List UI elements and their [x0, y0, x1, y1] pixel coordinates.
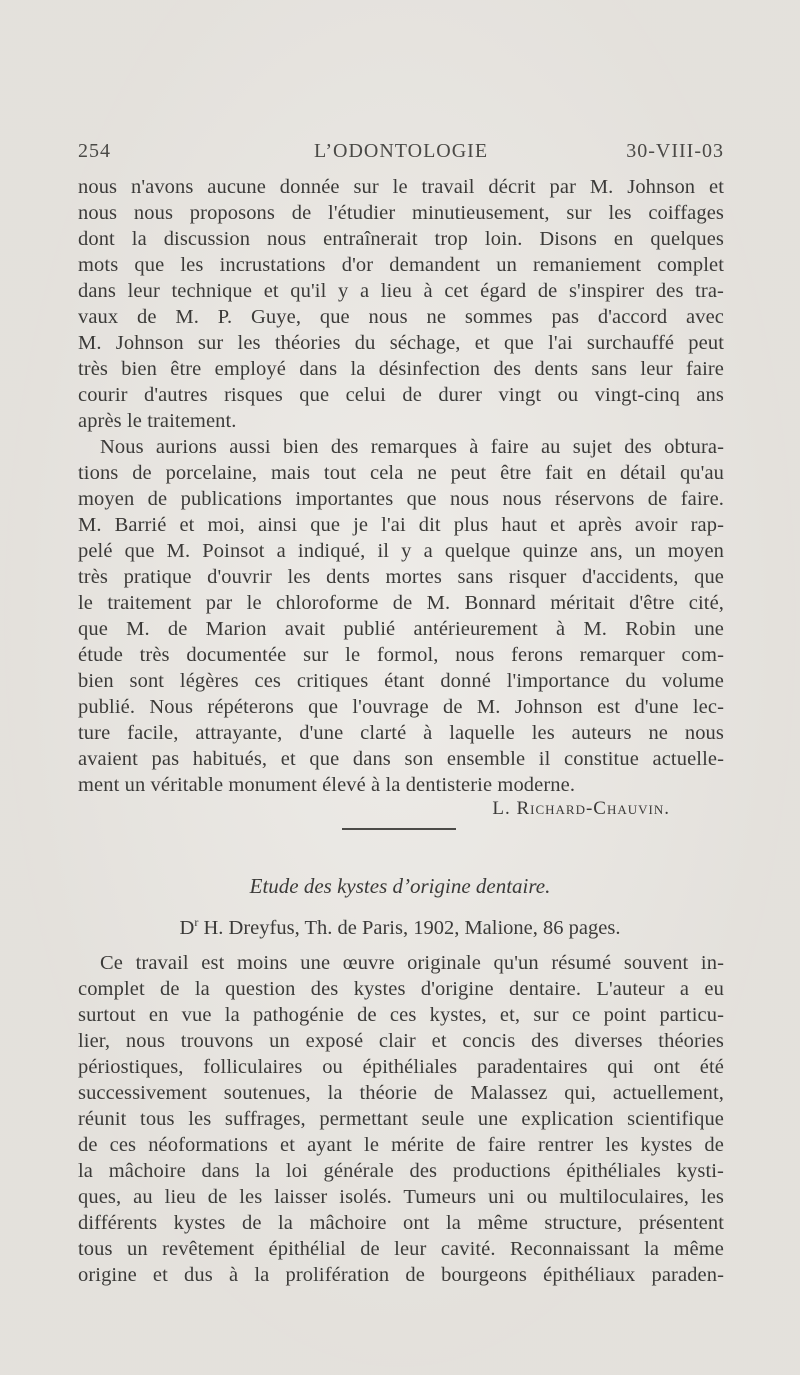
text-line: lier, nous trouvons un exposé clair et concis des diverses théories [78, 1030, 724, 1052]
text-line: Ce travail est moins une œuvre originale qu'un résumé souvent in- [100, 952, 724, 974]
text-line: que M. de Marion avait publié antérieurement à M. Robin une [78, 618, 724, 640]
byline-title: D [179, 916, 195, 939]
section-title: Etude des kystes d’origine dentaire. [249, 874, 551, 898]
text-line: publié. Nous répéterons que l'ouvrage de M. Johnson est d'une lec- [78, 696, 724, 718]
journal-title: L’ODONTOLOGIE [313, 140, 489, 162]
text-line: après le traitement. [78, 410, 237, 432]
section-divider [342, 828, 456, 830]
text-line: ture facile, attrayante, d'une clarté à laquelle les auteurs ne nous [78, 722, 724, 744]
text-line: réunit tous les suffrages, permettant seule une explication scientifique [78, 1108, 724, 1130]
text-line: ment un véritable monument élevé à la dentisterie moderne. [78, 774, 576, 796]
text-line: périostiques, folliculaires ou épithéliales paradentaires qui ont été [78, 1056, 724, 1078]
byline [0, 908, 800, 942]
text-line: dans leur technique et qu'il y a lieu à cet égard de s'inspirer des tra- [78, 280, 724, 302]
text-line: très bien être employé dans la désinfection des dents sans leur faire [78, 358, 724, 380]
text-line: la mâchoire dans la loi générale des productions épithéliales kysti- [78, 1160, 724, 1182]
text-line: nous n'avons aucune donnée sur le travail décrit par M. Johnson et [78, 176, 724, 198]
text-line: le traitement par le chloroforme de M. Bonnard méritait d'être cité, [78, 592, 724, 614]
text-line: M. Barrié et moi, ainsi que je l'ai dit plus haut et après avoir rap- [78, 514, 724, 536]
author-signature [492, 796, 670, 822]
text-line: différents kystes de la mâchoire ont la même structure, présentent [78, 1212, 724, 1234]
text-line: de ces néoformations et ayant le mérite de faire rentrer les kystes de [78, 1134, 724, 1156]
text-line: tous un revêtement épithélial de leur cavité. Reconnaissant la même [78, 1238, 724, 1260]
text-line: bien sont légères ces critiques étant donné l'importance du volume [78, 670, 724, 692]
text-line: courir d'autres risques que celui de durer vingt ou vingt-cinq ans [78, 384, 724, 406]
text-line: étude très documentée sur le formol, nous ferons remarquer com- [78, 644, 724, 666]
running-header [78, 140, 724, 170]
byline-title-sup: r [194, 915, 199, 929]
text-line: dont la discussion nous entraînerait trop loin. Disons en quelques [78, 228, 724, 250]
text-line: vaux de M. P. Guye, que nous ne sommes pas d'accord avec [78, 306, 724, 328]
text-line: successivement soutenues, la théorie de Malassez qui, actuellement, [78, 1082, 724, 1104]
page-number: 254 [78, 140, 111, 162]
text-line: surtout en vue la pathogénie de ces kystes, et, sur ce point particu- [78, 1004, 724, 1026]
text-line: pelé que M. Poinsot a indiqué, il y a quelque quinze ans, un moyen [78, 540, 724, 562]
text-line: mots que les incrustations d'or demandent un remaniement complet [78, 254, 724, 276]
text-line: moyen de publications importantes que nous nous réservons de faire. [78, 488, 724, 510]
issue-date: 30-VIII-03 [626, 140, 724, 162]
text-line: Nous aurions aussi bien des remarques à faire au sujet des obtura- [100, 436, 724, 458]
text-line: origine et dus à la prolifération de bourgeons épithéliaux paraden- [78, 1264, 724, 1286]
signature-text: L. Richard-Chauvin. [492, 798, 670, 819]
text-line: avaient pas habitués, et que dans son ensemble il constitue actuelle- [78, 748, 724, 770]
text-line: très pratique d'ouvrir les dents mortes sans risquer d'accidents, que [78, 566, 724, 588]
text-line: ques, au lieu de les laisser isolés. Tumeurs uni ou multiloculaires, les [78, 1186, 724, 1208]
text-line: tions de porcelaine, mais tout cela ne peut être fait en détail qu'au [78, 462, 724, 484]
text-line: M. Johnson sur les théories du séchage, et que l'ai surchauffé peut [78, 332, 724, 354]
text-line: complet de la question des kystes d'origine dentaire. L'auteur a eu [78, 978, 724, 1000]
text-line: nous nous proposons de l'étudier minutieusement, sur les coiffages [78, 202, 724, 224]
byline-details: H. Dreyfus, Th. de Paris, 1902, Malione, 86 pages. [198, 916, 621, 939]
